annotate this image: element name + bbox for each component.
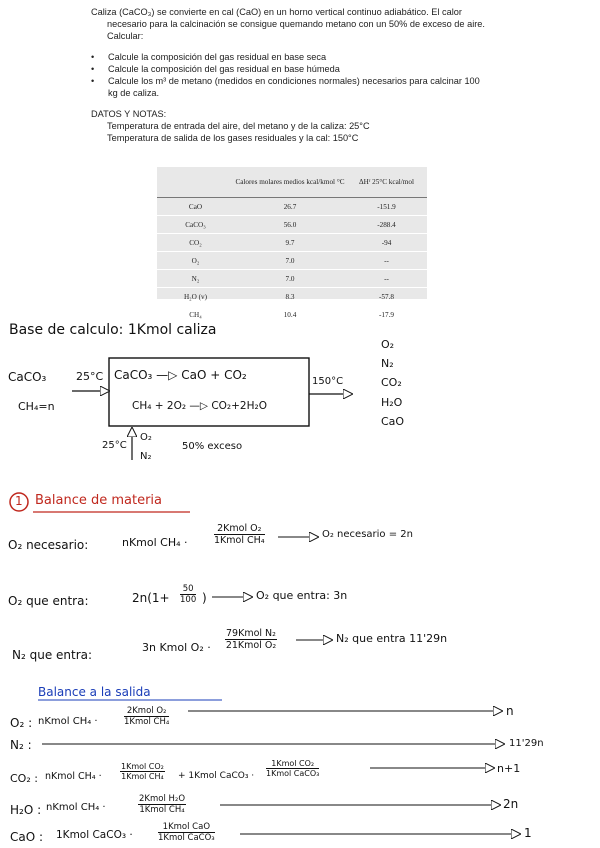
output-species: CO₂	[381, 376, 402, 389]
fraction-numerator: 1Kmol CO₂	[266, 759, 319, 769]
table-cell: CO₂	[157, 234, 234, 252]
table-cell: O₂	[157, 252, 234, 270]
o2-in-result: O₂ que entra: 3n	[256, 589, 348, 602]
o2-in-expr: 2n(1+	[132, 591, 170, 605]
out-co2-result: n+1	[497, 762, 521, 775]
output-temp: 150°C	[312, 376, 344, 387]
out-o2-fraction	[124, 706, 169, 727]
table-cell: CH₄	[157, 306, 234, 324]
table-cell: -94	[346, 234, 427, 252]
out-cao-fraction	[158, 822, 215, 843]
fraction-denominator: 1Kmol CaCO₃	[266, 769, 320, 778]
problem-statement	[91, 6, 486, 144]
out-h2o-label: H₂O :	[10, 803, 42, 817]
out-co2-label: CO₂ :	[10, 772, 38, 785]
n2-fraction	[225, 628, 277, 651]
o2-needed-label: O₂ necesario:	[8, 538, 89, 552]
table-cell: CaCO₃	[157, 216, 234, 234]
fraction-denominator: 100	[180, 595, 197, 605]
table-row	[157, 252, 427, 270]
out-co2-fraction	[120, 762, 165, 781]
section2-title: Balance a la salida	[38, 685, 151, 699]
fraction-numerator: 2Kmol H₂O	[139, 794, 186, 804]
table-header	[157, 167, 234, 198]
air-n2: N₂	[140, 451, 152, 462]
table-row	[157, 234, 427, 252]
out-h2o-result: 2n	[503, 797, 519, 811]
note-item: Temperatura de salida de los gases residuales y la cal: 150°C	[107, 133, 359, 143]
question-item: • Calcule la composición del gas residual en base seca	[91, 51, 486, 63]
table-cell: 9.7	[234, 234, 346, 252]
table-cell: 7.0	[234, 270, 346, 288]
table-cell: -57.8	[346, 288, 427, 306]
o2-in-label: O₂ que entra:	[8, 594, 89, 608]
o2-needed-expr: nKmol CH₄ ·	[122, 536, 188, 549]
out-cao-label: CaO :	[10, 830, 44, 844]
calc-basis: Base de calculo: 1Kmol caliza	[9, 322, 217, 338]
table-cell: -288.4	[346, 216, 427, 234]
out-co2-fraction2	[266, 759, 319, 778]
out-h2o-fraction	[138, 794, 186, 815]
fraction-numerator: 2Kmol O₂	[214, 523, 265, 535]
output-species: CaO	[381, 415, 405, 428]
table-cell: 7.0	[234, 252, 346, 270]
output-species: O₂	[381, 338, 395, 351]
data-table-container	[157, 167, 427, 319]
note-item: Temperatura de entrada del aire, del metano y de la caliza: 25°C	[107, 121, 370, 131]
fraction-numerator: 50	[180, 584, 196, 595]
excess-fraction	[180, 584, 196, 605]
table-cell: -151.9	[346, 198, 427, 216]
o2-in-close: )	[202, 591, 207, 605]
table-row	[157, 216, 427, 234]
section-title: Balance de materia	[35, 493, 163, 508]
output-species: N₂	[381, 357, 394, 370]
fraction-denominator: 1Kmol CH₄	[214, 535, 265, 546]
excess-air: 50% exceso	[182, 441, 243, 452]
o2-needed-fraction	[214, 523, 265, 546]
out-o2-expr: nKmol CH₄ ·	[38, 716, 98, 727]
input-temp: 25°C	[76, 370, 104, 383]
n2-in-expr: 3n Kmol O₂ ·	[142, 641, 211, 654]
table-cell: 26.7	[234, 198, 346, 216]
fraction-denominator: 1Kmol CH₄	[124, 717, 170, 727]
air-o2: O₂	[140, 432, 152, 443]
input-caco3: CaCO₃	[8, 370, 47, 384]
air-temp: 25°C	[102, 440, 127, 451]
notes-title: DATOS Y NOTAS:	[91, 109, 167, 119]
table-cell: 10.4	[234, 306, 346, 324]
o2-needed-result: O₂ necesario = 2n	[322, 529, 413, 540]
fraction-numerator: 1Kmol CO₂	[121, 762, 164, 771]
out-co2-extra: + 1Kmol CaCO₃ ·	[178, 771, 255, 781]
table-header: Calores molares medios kcal/kmol °C	[234, 167, 346, 198]
n2-in-result: N₂ que entra 11'29n	[336, 632, 448, 645]
fraction-numerator: 1Kmol CaO	[158, 822, 215, 833]
out-cao-result: 1	[524, 826, 532, 840]
fraction-numerator: 2Kmol O₂	[124, 706, 169, 717]
section-number: 1	[15, 494, 23, 508]
out-cao-expr: 1Kmol CaCO₃ ·	[56, 829, 133, 841]
reaction-calcination: CaCO₃ —▷ CaO + CO₂	[114, 368, 247, 382]
out-n2-label: N₂ :	[10, 738, 32, 752]
fraction-denominator: 21Kmol O₂	[225, 640, 277, 651]
table-row	[157, 270, 427, 288]
out-h2o-expr: nKmol CH₄ ·	[46, 802, 106, 813]
out-n2-result: 11'29n	[509, 738, 544, 749]
fraction-denominator: 1Kmol CH₄	[139, 805, 185, 815]
problem-intro: Caliza (CaCO₃) se convierte en cal (CaO) en un horno vertical continuo adiabático. El calor necesario para la calcinación se consigue quemando metano con un 50% de exceso de aire. Calcular:	[91, 7, 485, 41]
table-cell: N₂	[157, 270, 234, 288]
input-ch4: CH₄=n	[18, 400, 55, 413]
question-list	[91, 51, 486, 99]
output-species: H₂O	[381, 396, 403, 409]
question-item: • Calcule los m³ de metano (medidos en condiciones normales) necesarios para calcinar 100 kg de caliza.	[91, 75, 486, 99]
table-row	[157, 288, 427, 306]
data-notes	[91, 108, 486, 144]
table-cell: 8.3	[234, 288, 346, 306]
out-co2-expr: nKmol CH₄ ·	[45, 771, 102, 782]
fraction-numerator: 79Kmol N₂	[226, 628, 276, 639]
fraction-denominator: 1Kmol CaCO₃	[158, 833, 215, 843]
table-cell: -17.9	[346, 306, 427, 324]
table-cell: CaO	[157, 198, 234, 216]
table-cell: H₂O (v)	[157, 288, 234, 306]
table-row	[157, 306, 427, 324]
question-item: • Calcule la composición del gas residual en base húmeda	[91, 63, 486, 75]
table-cell: 56.0	[234, 216, 346, 234]
table-cell: --	[346, 270, 427, 288]
out-o2-result: n	[506, 704, 514, 718]
table-header: ΔHᶠ 25°C kcal/mol	[346, 167, 427, 198]
fraction-denominator: 1Kmol CH₄	[121, 772, 164, 781]
n2-in-label: N₂ que entra:	[12, 648, 93, 662]
table-cell: --	[346, 252, 427, 270]
thermo-data-table	[157, 167, 427, 324]
table-row	[157, 198, 427, 216]
reaction-combustion: CH₄ + 2O₂ —▷ CO₂+2H₂O	[132, 400, 267, 412]
out-o2-label: O₂ :	[10, 716, 33, 730]
